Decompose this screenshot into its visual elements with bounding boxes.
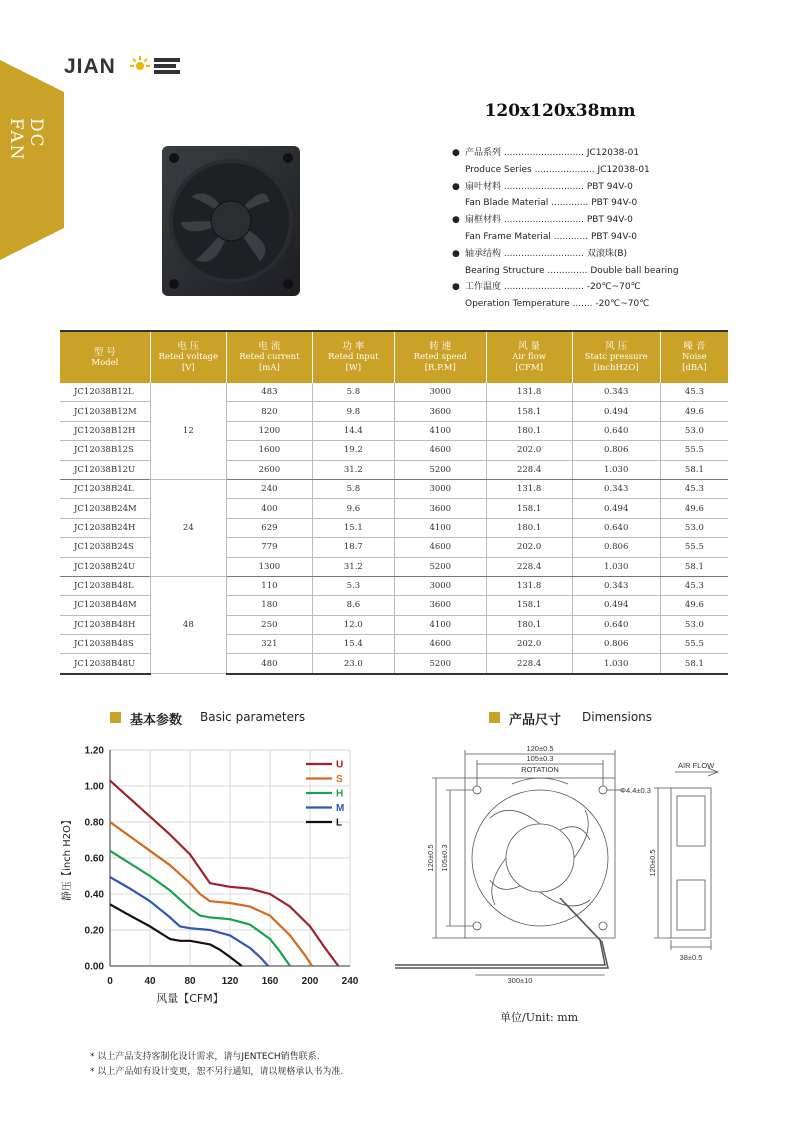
bullet-icon: ● <box>452 215 460 226</box>
jiance-logo <box>64 54 184 78</box>
spec-text: Operation Temperature ....... -20℃~70℃ <box>465 299 650 310</box>
header-line: [mA] <box>258 363 280 373</box>
header-line: Reted speed <box>413 352 467 362</box>
table-cell: JC12038B24M <box>60 499 150 518</box>
dim-air-flow: AIR FLOW <box>678 761 715 770</box>
spec-list <box>452 145 752 313</box>
table-cell: JC12038B24H <box>60 518 150 537</box>
side-tab-label: DC FAN <box>6 118 46 162</box>
dim-side-height: 120±0.5 <box>648 849 657 877</box>
y-tick-label: 0.20 <box>84 925 104 937</box>
legend-label-u: U <box>336 759 344 771</box>
bullet-icon: ● <box>452 181 460 192</box>
x-tick-label: 160 <box>261 976 279 987</box>
table-cell: JC12038B12L <box>60 383 150 402</box>
table-cell: 180 <box>226 596 312 615</box>
y-tick-label: 0.40 <box>84 889 104 901</box>
header-line: Statc pressure <box>584 352 648 362</box>
table-cell: 0.494 <box>572 596 660 615</box>
table-cell: 3600 <box>394 596 486 615</box>
table-cell: JC12038B24U <box>60 557 150 576</box>
logo-sun-mark <box>130 56 150 70</box>
table-cell: 55.5 <box>660 635 728 654</box>
table-header-cell <box>226 331 312 383</box>
header-line: 转 速 <box>429 341 452 352</box>
table-row <box>60 576 728 595</box>
table-cell: 158.1 <box>486 499 572 518</box>
legend-label-l: L <box>336 817 343 829</box>
table-cell: 5.3 <box>312 576 394 595</box>
table-cell: 9.6 <box>312 499 394 518</box>
spec-text: Fan Frame Material ............ PBT 94V-0 <box>465 231 637 242</box>
section-marker <box>489 712 500 723</box>
section-basic-parameters <box>110 709 350 727</box>
table-cell: 180.1 <box>486 421 572 440</box>
table-cell: 5200 <box>394 557 486 576</box>
table-cell: 779 <box>226 538 312 557</box>
dim-hole-pitch-v: 105±0.3 <box>440 844 449 872</box>
legend-label-s: S <box>336 774 343 785</box>
table-cell: 8.6 <box>312 596 394 615</box>
spec-line <box>452 179 752 196</box>
unit-label: 单位/Unit: mm <box>500 1011 579 1024</box>
note-2: * 以上产品如有设计变更，恕不另行通知，请以规格承认书为准. <box>90 1067 344 1077</box>
table-cell: 31.2 <box>312 557 394 576</box>
header-line: 风 量 <box>518 341 541 352</box>
table-cell: 1600 <box>226 441 312 460</box>
table-cell: JC12038B12H <box>60 421 150 440</box>
table-cell: 53.0 <box>660 615 728 634</box>
table-cell: 131.8 <box>486 479 572 498</box>
table-cell: 483 <box>226 383 312 402</box>
table-cell: 4100 <box>394 421 486 440</box>
table-cell: 23.0 <box>312 654 394 674</box>
bullet-icon: ● <box>452 148 460 158</box>
x-tick-label: 120 <box>221 976 239 987</box>
dim-depth: 38±0.5 <box>679 953 703 962</box>
table-cell: 4600 <box>394 538 486 557</box>
bullet-icon: ● <box>452 248 460 259</box>
table-cell: 131.8 <box>486 576 572 595</box>
header-line: 型 号 <box>93 346 116 358</box>
table-cell: 3600 <box>394 499 486 518</box>
header-line: Model <box>91 357 119 368</box>
table-cell: 0.494 <box>572 499 660 518</box>
header-line: Reted input <box>328 352 379 362</box>
table-row <box>60 383 728 402</box>
header-line: 功 率 <box>342 341 365 352</box>
table-cell: JC12038B48U <box>60 654 150 674</box>
table-cell: 110 <box>226 576 312 595</box>
table-header-cell <box>312 331 394 383</box>
table-cell: 629 <box>226 518 312 537</box>
table-header-cell <box>150 331 226 383</box>
table-cell: 131.8 <box>486 383 572 402</box>
table-cell: 15.1 <box>312 518 394 537</box>
spec-text: 扇叶材料 ............................ PBT 94V-0 <box>465 181 633 192</box>
table-cell: 1.030 <box>572 557 660 576</box>
section-basic-cn: 基本参数 <box>130 713 183 728</box>
voltage-cell: 24 <box>150 479 226 576</box>
table-cell: 49.6 <box>660 402 728 421</box>
table-cell: 202.0 <box>486 441 572 460</box>
spec-table <box>60 330 728 675</box>
table-cell: 15.4 <box>312 635 394 654</box>
table-cell: 202.0 <box>486 538 572 557</box>
x-tick-label: 0 <box>107 976 113 987</box>
spec-text: Produce Series ..................... JC12038-01 <box>465 164 650 175</box>
table-cell: 0.343 <box>572 576 660 595</box>
series-line-l <box>110 904 242 966</box>
table-cell: 0.806 <box>572 635 660 654</box>
header-line: 电 压 <box>177 341 200 352</box>
spec-text: 产品系列 ............................ JC12038-01 <box>465 148 640 158</box>
table-cell: JC12038B48L <box>60 576 150 595</box>
dim-rotation: ROTATION <box>521 765 559 774</box>
spec-line <box>452 246 752 263</box>
table-cell: JC12038B48S <box>60 635 150 654</box>
table-cell: 228.4 <box>486 654 572 674</box>
table-cell: 49.6 <box>660 499 728 518</box>
table-cell: 4600 <box>394 441 486 460</box>
table-cell: 5200 <box>394 460 486 479</box>
table-cell: 0.806 <box>572 441 660 460</box>
table-cell: 321 <box>226 635 312 654</box>
model-title: 120x120x38mm <box>484 101 636 121</box>
pq-curve-chart <box>56 740 370 1010</box>
table-cell: 58.1 <box>660 557 728 576</box>
table-cell: 3600 <box>394 402 486 421</box>
table-cell: 45.3 <box>660 479 728 498</box>
header-line: [R.P.M] <box>424 363 456 373</box>
y-axis-label: 静压【inch H2O】 <box>62 815 73 901</box>
table-cell: 228.4 <box>486 460 572 479</box>
y-tick-label: 0.80 <box>84 817 104 829</box>
table-cell: 180.1 <box>486 615 572 634</box>
header-line: Reted current <box>239 352 300 362</box>
spec-line <box>452 145 752 162</box>
section-basic-en: Basic parameters <box>200 710 306 724</box>
header-line: Reted voltage <box>158 352 219 362</box>
front-view-frame <box>465 778 615 938</box>
table-cell: 53.0 <box>660 421 728 440</box>
spec-line <box>452 279 752 296</box>
header-line: 电 流 <box>258 341 281 352</box>
table-cell: 0.640 <box>572 421 660 440</box>
table-cell: 31.2 <box>312 460 394 479</box>
table-cell: 4100 <box>394 518 486 537</box>
spec-line <box>452 263 752 280</box>
table-cell: 45.3 <box>660 383 728 402</box>
spec-text: 轴承结构 ............................ 双滚珠(B) <box>465 248 628 259</box>
table-cell: 4100 <box>394 615 486 634</box>
logo-text: JIAN <box>64 55 116 78</box>
table-cell: 0.343 <box>572 383 660 402</box>
table-cell: JC12038B48M <box>60 596 150 615</box>
table-cell: 49.6 <box>660 596 728 615</box>
table-cell: 0.640 <box>572 615 660 634</box>
table-cell: JC12038B48H <box>60 615 150 634</box>
table-header-row <box>60 331 728 383</box>
table-cell: 5.8 <box>312 479 394 498</box>
table-cell: 0.640 <box>572 518 660 537</box>
table-cell: 820 <box>226 402 312 421</box>
table-cell: 19.2 <box>312 441 394 460</box>
table-cell: 0.343 <box>572 479 660 498</box>
table-cell: 1200 <box>226 421 312 440</box>
table-cell: JC12038B12M <box>60 402 150 421</box>
logo-e-mark <box>154 58 180 74</box>
voltage-cell: 12 <box>150 383 226 479</box>
dim-hole-dia: Φ4.4±0.3 <box>620 786 651 795</box>
dim-outer-width: 120±0.5 <box>526 744 554 753</box>
header-line: [inchH2O] <box>593 363 639 373</box>
table-cell: 1300 <box>226 557 312 576</box>
table-cell: 1.030 <box>572 654 660 674</box>
table-cell: 58.1 <box>660 654 728 674</box>
dimension-drawing <box>390 740 730 985</box>
series-line-m <box>110 877 268 966</box>
spec-line <box>452 212 752 229</box>
table-cell: 2600 <box>226 460 312 479</box>
table-header-cell <box>572 331 660 383</box>
table-cell: 250 <box>226 615 312 634</box>
table-cell: 158.1 <box>486 402 572 421</box>
table-cell: 0.806 <box>572 538 660 557</box>
x-tick-label: 240 <box>341 976 359 987</box>
spec-text: Bearing Structure .............. Double ball bearing <box>465 265 679 276</box>
table-cell: 18.7 <box>312 538 394 557</box>
y-tick-label: 0.60 <box>84 853 104 865</box>
y-tick-label: 1.20 <box>84 745 104 757</box>
table-cell: 400 <box>226 499 312 518</box>
table-header-cell <box>486 331 572 383</box>
table-cell: 3000 <box>394 576 486 595</box>
table-header-cell <box>660 331 728 383</box>
header-line: Air flow <box>512 352 546 362</box>
header-line: [CFM] <box>515 363 544 373</box>
spec-line <box>452 195 752 212</box>
spec-line <box>452 296 752 313</box>
table-cell: 1.030 <box>572 460 660 479</box>
table-cell: 3000 <box>394 383 486 402</box>
fan-product-photo <box>160 142 306 300</box>
table-cell: 14.4 <box>312 421 394 440</box>
table-cell: 5200 <box>394 654 486 674</box>
table-cell: 180.1 <box>486 518 572 537</box>
table-cell: 45.3 <box>660 576 728 595</box>
spec-text: Fan Blade Material ............. PBT 94V-0 <box>465 198 638 209</box>
dim-lead-length: 300±10 <box>507 976 533 985</box>
table-cell: 480 <box>226 654 312 674</box>
header-line: [dBA] <box>682 363 707 373</box>
table-cell: 240 <box>226 479 312 498</box>
header-line: [V] <box>181 363 195 373</box>
table-cell: 55.5 <box>660 538 728 557</box>
table-cell: 5.8 <box>312 383 394 402</box>
spec-text: 扇框材料 ............................ PBT 94V-0 <box>465 215 633 226</box>
table-cell: 228.4 <box>486 557 572 576</box>
header-line: 噪 音 <box>683 341 706 352</box>
section-dimensions <box>489 709 709 727</box>
x-axis-label: 风量【CFM】 <box>156 992 224 1005</box>
bullet-icon: ● <box>452 282 460 293</box>
x-tick-label: 80 <box>184 976 196 987</box>
header-line: 风 压 <box>605 341 628 352</box>
dim-outer-height: 120±0.5 <box>426 844 435 872</box>
section-dims-cn: 产品尺寸 <box>509 713 562 728</box>
voltage-cell: 48 <box>150 576 226 673</box>
table-cell: 12.0 <box>312 615 394 634</box>
x-tick-label: 40 <box>144 976 156 987</box>
spec-line <box>452 162 752 179</box>
y-tick-label: 0.00 <box>84 961 104 973</box>
spec-line <box>452 229 752 246</box>
section-dims-en: Dimensions <box>582 710 653 724</box>
table-cell: 3000 <box>394 479 486 498</box>
header-line: Noise <box>682 352 707 362</box>
x-tick-label: 200 <box>301 976 319 987</box>
note-1: * 以上产品支持客制化设计需求，请与JENTECH销售联系. <box>90 1052 320 1062</box>
table-cell: 58.1 <box>660 460 728 479</box>
table-cell: 0.494 <box>572 402 660 421</box>
legend-label-m: M <box>336 803 345 814</box>
section-marker <box>110 712 121 723</box>
table-cell: 55.5 <box>660 441 728 460</box>
table-cell: JC12038B12U <box>60 460 150 479</box>
table-row <box>60 479 728 498</box>
table-cell: JC12038B24S <box>60 538 150 557</box>
table-header-cell <box>60 331 150 383</box>
table-header-cell <box>394 331 486 383</box>
table-cell: 202.0 <box>486 635 572 654</box>
y-tick-label: 1.00 <box>84 781 104 793</box>
table-cell: 53.0 <box>660 518 728 537</box>
header-line: [W] <box>345 363 362 373</box>
spec-text: 工作温度 ............................ -20℃~70℃ <box>465 282 641 293</box>
table-cell: 4600 <box>394 635 486 654</box>
table-cell: JC12038B24L <box>60 479 150 498</box>
table-cell: 9.8 <box>312 402 394 421</box>
table-cell: JC12038B12S <box>60 441 150 460</box>
dim-hole-pitch: 105±0.3 <box>526 754 554 763</box>
legend-label-h: H <box>336 788 344 800</box>
table-cell: 158.1 <box>486 596 572 615</box>
